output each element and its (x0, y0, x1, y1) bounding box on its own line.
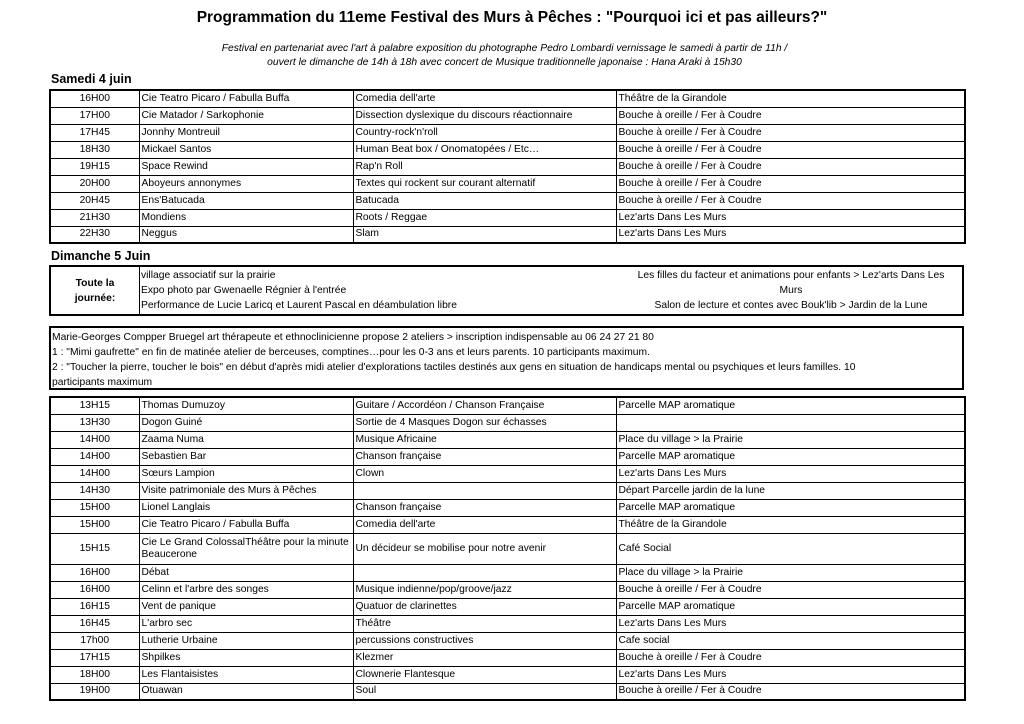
schedule-time: 13H15 (50, 397, 139, 414)
workshop-box (49, 326, 964, 390)
schedule-genre: Guitare / Accordéon / Chanson Française (353, 397, 616, 414)
schedule-genre: Country-rock'n'roll (353, 124, 616, 141)
schedule-row (50, 632, 965, 649)
schedule-row (50, 564, 965, 581)
schedule-row (50, 448, 965, 465)
schedule-row (50, 141, 965, 158)
schedule-genre: Quatuor de clarinettes (353, 598, 616, 615)
schedule-artist: Dogon Guiné (139, 414, 353, 431)
allday-box (49, 265, 964, 316)
schedule-row (50, 666, 965, 683)
schedule-genre: Soul (353, 683, 616, 700)
schedule-venue: Parcelle MAP aromatique (616, 448, 965, 465)
schedule-artist: Cie Matador / Sarkophonie (139, 107, 353, 124)
schedule-genre: Chanson française (353, 448, 616, 465)
schedule-genre: Un décideur se mobilise pour notre avenir (353, 533, 616, 564)
schedule-genre: Roots / Reggae (353, 209, 616, 226)
schedule-row (50, 649, 965, 666)
schedule-time: 14H00 (50, 431, 139, 448)
schedule-venue: Départ Parcelle jardin de la lune (616, 482, 965, 499)
schedule-artist: Sebastien Bar (139, 448, 353, 465)
schedule-venue: Théâtre de la Girandole (616, 90, 965, 107)
subtitle-line: ouvert le dimanche de 14h à 18h avec concert de Musique traditionnelle japonaise : Hana Araki à 15h30 (267, 57, 742, 68)
allday-label-line: journée: (74, 293, 116, 304)
workshop-line: participants maximum (52, 377, 153, 388)
allday-activities (141, 268, 457, 313)
schedule-row (50, 124, 965, 141)
schedule-genre: Musique Africaine (353, 431, 616, 448)
allday-animation-line: Murs (779, 285, 803, 296)
sunday-schedule-body (50, 397, 965, 700)
schedule-time: 14H00 (50, 448, 139, 465)
schedule-row (50, 482, 965, 499)
schedule-venue: Bouche à oreille / Fer à Coudre (616, 581, 965, 598)
schedule-venue: Bouche à oreille / Fer à Coudre (616, 649, 965, 666)
workshop-line: Marie-Georges Compper Bruegel art thérapeute et ethnoclinicienne propose 2 ateliers > inscription indispensable au 06 24 27 21 80 (52, 332, 654, 343)
schedule-row (50, 499, 965, 516)
schedule-venue: Cafe social (616, 632, 965, 649)
schedule-row (50, 581, 965, 598)
schedule-time: 21H30 (50, 209, 139, 226)
schedule-artist: L'arbro sec (139, 615, 353, 632)
schedule-row (50, 516, 965, 533)
schedule-artist: Débat (139, 564, 353, 581)
schedule-time: 16H00 (50, 90, 139, 107)
schedule-venue: Bouche à oreille / Fer à Coudre (616, 192, 965, 209)
schedule-row (50, 431, 965, 448)
schedule-venue: Bouche à oreille / Fer à Coudre (616, 175, 965, 192)
schedule-row (50, 615, 965, 632)
schedule-genre: Comedia dell'arte (353, 516, 616, 533)
schedule-genre: Human Beat box / Onomatopées / Etc… (353, 141, 616, 158)
schedule-artist: Ens'Batucada (139, 192, 353, 209)
schedule-artist: Sœurs Lampion (139, 465, 353, 482)
schedule-venue: Lez'arts Dans Les Murs (616, 666, 965, 683)
schedule-venue: Théâtre de la Girandole (616, 516, 965, 533)
schedule-venue: Bouche à oreille / Fer à Coudre (616, 107, 965, 124)
schedule-venue (616, 414, 965, 431)
schedule-time: 19H00 (50, 683, 139, 700)
allday-activity: village associatif sur la prairie (141, 270, 276, 281)
schedule-time: 17H45 (50, 124, 139, 141)
schedule-artist: Aboyeurs annonymes (139, 175, 353, 192)
schedule-artist: Neggus (139, 226, 353, 243)
subtitle-line: Festival en partenariat avec l'art à palabre exposition du photographe Pedro Lombardi vernissage le samedi à partir de 11h / (221, 43, 788, 54)
schedule-artist: Lionel Langlais (139, 499, 353, 516)
schedule-time: 18H00 (50, 666, 139, 683)
schedule-artist: Zaama Numa (139, 431, 353, 448)
allday-label-line: Toute la (75, 278, 115, 289)
saturday-schedule-table (49, 89, 966, 244)
schedule-artist: Otuawan (139, 683, 353, 700)
schedule-genre: Batucada (353, 192, 616, 209)
schedule-venue: Bouche à oreille / Fer à Coudre (616, 683, 965, 700)
schedule-genre (353, 482, 616, 499)
schedule-genre: Musique indienne/pop/groove/jazz (353, 581, 616, 598)
schedule-artist: Celinn et l'arbre des songes (139, 581, 353, 598)
saturday-schedule-body (50, 90, 965, 243)
schedule-time: 17H15 (50, 649, 139, 666)
schedule-genre: Slam (353, 226, 616, 243)
saturday-heading: Samedi 4 juin (51, 72, 132, 86)
schedule-artist: Lutherie Urbaine (139, 632, 353, 649)
schedule-artist: Jonnhy Montreuil (139, 124, 353, 141)
schedule-genre: Chanson française (353, 499, 616, 516)
schedule-genre (353, 564, 616, 581)
schedule-genre: Klezmer (353, 649, 616, 666)
schedule-row (50, 209, 965, 226)
allday-animation-line: Les filles du facteur et animations pour enfants > Lez'arts Dans Les (637, 270, 945, 281)
schedule-time: 17h00 (50, 632, 139, 649)
schedule-venue: Lez'arts Dans Les Murs (616, 209, 965, 226)
page-subtitle (0, 42, 1009, 70)
schedule-artist: Shpilkes (139, 649, 353, 666)
schedule-time: 17H00 (50, 107, 139, 124)
schedule-venue: Café Social (616, 533, 965, 564)
schedule-time: 15H15 (50, 533, 139, 564)
schedule-venue: Lez'arts Dans Les Murs (616, 226, 965, 243)
schedule-venue: Bouche à oreille / Fer à Coudre (616, 158, 965, 175)
schedule-row (50, 175, 965, 192)
schedule-time: 14H30 (50, 482, 139, 499)
schedule-genre: Théâtre (353, 615, 616, 632)
schedule-row (50, 90, 965, 107)
allday-animations (618, 268, 964, 313)
schedule-row (50, 465, 965, 482)
schedule-venue: Lez'arts Dans Les Murs (616, 615, 965, 632)
workshop-line: 1 : "Mimi gaufrette" en fin de matinée atelier de berceuses, comptines…pour les 0-3 ans et leurs parents. 10 participants maximum. (52, 347, 650, 358)
schedule-artist: Cie Teatro Picaro / Fabulla Buffa (139, 516, 353, 533)
schedule-time: 16H15 (50, 598, 139, 615)
schedule-venue: Place du village > la Prairie (616, 564, 965, 581)
schedule-artist: Cie Le Grand ColossalThéâtre pour la minute Beaucerone (139, 533, 353, 564)
allday-label (51, 267, 140, 314)
schedule-venue: Parcelle MAP aromatique (616, 598, 965, 615)
schedule-genre: Textes qui rockent sur courant alternatif (353, 175, 616, 192)
schedule-genre: Clown (353, 465, 616, 482)
schedule-time: 22H30 (50, 226, 139, 243)
schedule-time: 15H00 (50, 516, 139, 533)
schedule-venue: Bouche à oreille / Fer à Coudre (616, 141, 965, 158)
schedule-artist: Visite patrimoniale des Murs à Pêches (139, 482, 353, 499)
schedule-venue: Bouche à oreille / Fer à Coudre (616, 124, 965, 141)
schedule-row (50, 533, 965, 564)
schedule-genre: Comedia dell'arte (353, 90, 616, 107)
schedule-time: 15H00 (50, 499, 139, 516)
schedule-row (50, 598, 965, 615)
schedule-row (50, 158, 965, 175)
allday-activity: Performance de Lucie Laricq et Laurent Pascal en déambulation libre (141, 300, 457, 311)
schedule-time: 16H00 (50, 564, 139, 581)
allday-activity: Expo photo par Gwenaelle Régnier à l'entrée (141, 285, 347, 296)
workshop-line: 2 : "Toucher la pierre, toucher le bois" en début d'après midi atelier d'explorations tactiles destinés aux gens en situation de handicaps mental ou psychiques et leurs familles. 10 (52, 362, 856, 373)
sunday-schedule-table (49, 396, 966, 701)
allday-animation-line: Salon de lecture et contes avec Bouk'lib > Jardin de la Lune (654, 300, 928, 311)
schedule-genre: Rap'n Roll (353, 158, 616, 175)
schedule-row (50, 683, 965, 700)
schedule-artist: Vent de panique (139, 598, 353, 615)
schedule-time: 20H45 (50, 192, 139, 209)
schedule-artist: Thomas Dumuzoy (139, 397, 353, 414)
schedule-row (50, 192, 965, 209)
schedule-artist: Cie Teatro Picaro / Fabulla Buffa (139, 90, 353, 107)
schedule-row (50, 397, 965, 414)
schedule-artist: Mondiens (139, 209, 353, 226)
schedule-time: 16H45 (50, 615, 139, 632)
schedule-time: 16H00 (50, 581, 139, 598)
page-title: Programmation du 11eme Festival des Murs à Pêches : "Pourquoi ici et pas ailleurs?" (196, 9, 828, 26)
sunday-heading: Dimanche 5 Juin (51, 249, 151, 263)
schedule-venue: Parcelle MAP aromatique (616, 499, 965, 516)
schedule-artist: Les Flantaisistes (139, 666, 353, 683)
schedule-genre: Clownerie Flantesque (353, 666, 616, 683)
schedule-venue: Parcelle MAP aromatique (616, 397, 965, 414)
schedule-time: 19H15 (50, 158, 139, 175)
schedule-artist: Space Rewind (139, 158, 353, 175)
schedule-time: 14H00 (50, 465, 139, 482)
schedule-time: 13H30 (50, 414, 139, 431)
schedule-row (50, 414, 965, 431)
schedule-artist: Mickael Santos (139, 141, 353, 158)
schedule-genre: percussions constructives (353, 632, 616, 649)
schedule-time: 20H00 (50, 175, 139, 192)
schedule-venue: Place du village > la Prairie (616, 431, 965, 448)
schedule-time: 18H30 (50, 141, 139, 158)
schedule-genre: Dissection dyslexique du discours réactionnaire (353, 107, 616, 124)
schedule-row (50, 107, 965, 124)
schedule-genre: Sortie de 4 Masques Dogon sur échasses (353, 414, 616, 431)
schedule-row (50, 226, 965, 243)
schedule-venue: Lez'arts Dans Les Murs (616, 465, 965, 482)
